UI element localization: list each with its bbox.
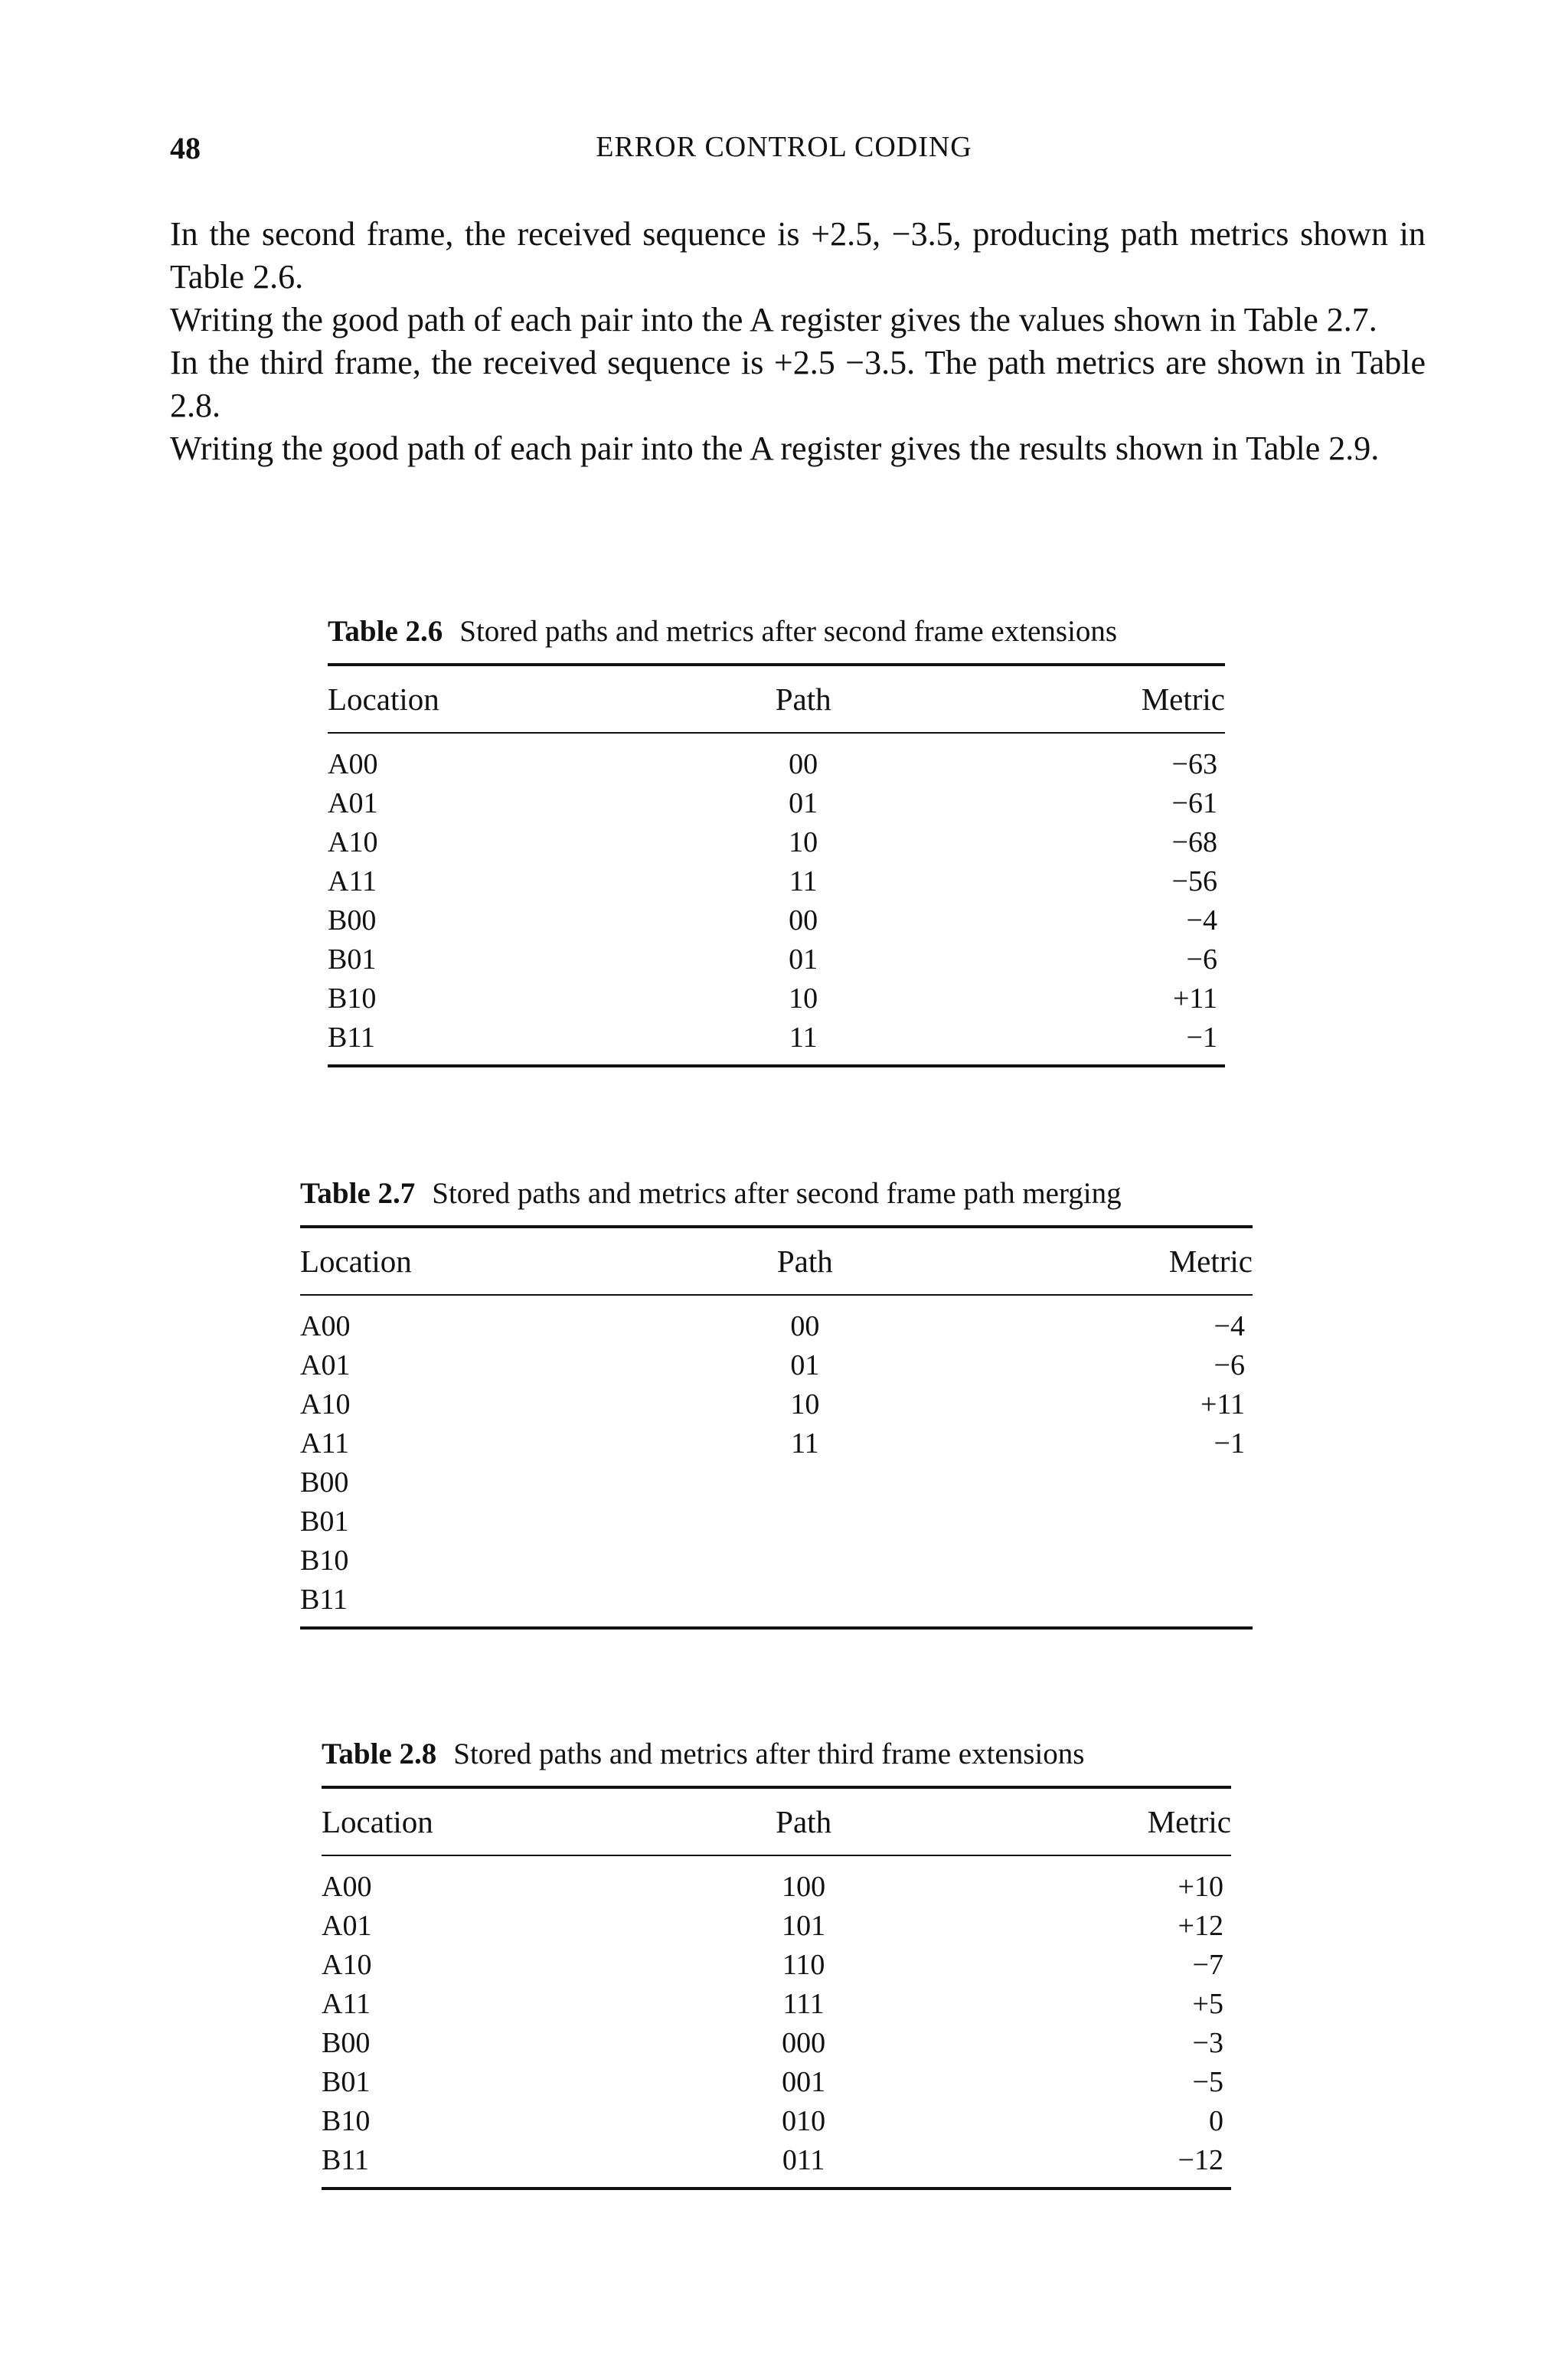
cell-location: B00 xyxy=(328,904,377,937)
cell-location: A10 xyxy=(322,1948,372,1981)
table-body xyxy=(322,1856,1231,2187)
cell-metric: −4 xyxy=(1214,1309,1245,1342)
table-body xyxy=(300,1296,1253,1626)
cell-metric: −5 xyxy=(1192,2065,1223,2098)
cell-metric: −12 xyxy=(1178,2143,1223,2176)
cell-path: 110 xyxy=(782,1948,825,1981)
cell-path: 11 xyxy=(791,1427,819,1460)
cell-path: 01 xyxy=(789,943,818,976)
cell-path: 10 xyxy=(790,1388,820,1420)
cell-location: A10 xyxy=(328,825,378,858)
cell-path: 10 xyxy=(789,825,818,858)
table-row xyxy=(300,1541,1253,1580)
cell-path: 11 xyxy=(789,1021,818,1054)
page-number: 48 xyxy=(170,131,201,165)
cell-path: 10 xyxy=(789,982,818,1015)
cell-location: A00 xyxy=(322,1870,372,1903)
table-row xyxy=(328,901,1225,940)
cell-metric: +11 xyxy=(1200,1388,1245,1420)
column-header-metric: Metric xyxy=(1141,682,1225,717)
table-row xyxy=(328,744,1225,783)
cell-metric: −6 xyxy=(1186,943,1217,976)
cell-location: A00 xyxy=(328,747,378,780)
cell-metric: −3 xyxy=(1192,2026,1223,2059)
cell-path: 00 xyxy=(789,904,818,937)
cell-location: B01 xyxy=(322,2065,371,2098)
table-row xyxy=(300,1306,1253,1345)
paragraph: In the third frame, the received sequence is +2.5 −3.5. The path metrics are shown in Table 2.8. xyxy=(170,344,1426,424)
table-rule xyxy=(322,2187,1231,2190)
cell-location: B01 xyxy=(328,943,377,976)
table-row xyxy=(322,1984,1231,2023)
cell-location: B00 xyxy=(300,1466,349,1499)
cell-path: 01 xyxy=(790,1348,820,1381)
paragraph: In the second frame, the received sequence is +2.5, −3.5, producing path metrics shown in Table 2.6. xyxy=(170,215,1426,296)
table-caption xyxy=(300,1175,1253,1213)
table-row xyxy=(322,2023,1231,2062)
page-header xyxy=(170,130,1398,176)
cell-path: 111 xyxy=(782,1987,825,2020)
cell-metric: 0 xyxy=(1208,2104,1223,2137)
table-rule xyxy=(300,1626,1253,1630)
table-label: Table 2.6 xyxy=(328,615,443,648)
table-row xyxy=(300,1502,1253,1541)
cell-metric: +5 xyxy=(1192,1987,1223,2020)
table-2-7 xyxy=(300,1175,1253,1630)
table-row xyxy=(322,2101,1231,2140)
table-row xyxy=(300,1345,1253,1384)
cell-path: 000 xyxy=(782,2026,826,2059)
cell-metric: +10 xyxy=(1178,1870,1223,1903)
table-caption-text: Stored paths and metrics after second frame path merging xyxy=(432,1177,1122,1210)
table-caption xyxy=(328,613,1225,651)
cell-location: B11 xyxy=(322,2143,369,2176)
cell-location: B00 xyxy=(322,2026,371,2059)
column-header-path: Path xyxy=(775,682,831,717)
cell-location: B10 xyxy=(322,2104,371,2137)
cell-location: A01 xyxy=(328,786,378,819)
cell-path: 010 xyxy=(782,2104,826,2137)
cell-metric: −4 xyxy=(1186,904,1217,937)
column-header-metric: Metric xyxy=(1168,1244,1253,1279)
table-2-8 xyxy=(322,1735,1231,2190)
cell-metric: −1 xyxy=(1214,1427,1245,1460)
cell-location: B10 xyxy=(300,1544,349,1577)
table-caption-text: Stored paths and metrics after second frame extensions xyxy=(459,615,1118,648)
body-text xyxy=(170,213,1426,470)
table-caption-text: Stored paths and metrics after third frame extensions xyxy=(453,1737,1085,1770)
column-header-location: Location xyxy=(322,1804,433,1839)
column-header-location: Location xyxy=(328,682,439,717)
cell-path: 001 xyxy=(782,2065,826,2098)
table-row xyxy=(300,1424,1253,1463)
cell-location: B11 xyxy=(300,1583,348,1616)
table-body xyxy=(328,734,1225,1064)
column-header-location: Location xyxy=(300,1244,412,1279)
cell-metric: −63 xyxy=(1171,747,1217,780)
table-row xyxy=(328,783,1225,822)
cell-path: 100 xyxy=(782,1870,826,1903)
cell-location: A11 xyxy=(322,1987,371,2020)
cell-location: A01 xyxy=(322,1909,372,1942)
cell-path: 11 xyxy=(789,865,818,897)
cell-location: A11 xyxy=(328,865,377,897)
cell-location: B01 xyxy=(300,1505,349,1538)
table-row xyxy=(328,822,1225,861)
cell-location: A00 xyxy=(300,1309,351,1342)
table-header-row xyxy=(300,1228,1253,1294)
table-rule xyxy=(328,1064,1225,1067)
cell-path: 011 xyxy=(782,2143,825,2176)
table-2-6 xyxy=(328,613,1225,1067)
table-row xyxy=(328,1018,1225,1057)
cell-metric: +11 xyxy=(1172,982,1217,1015)
table-row xyxy=(322,1867,1231,1906)
cell-metric: −6 xyxy=(1214,1348,1245,1381)
table-header-row xyxy=(328,666,1225,732)
table-row xyxy=(300,1580,1253,1619)
cell-location: A01 xyxy=(300,1348,351,1381)
running-title: ERROR CONTROL CODING xyxy=(596,131,972,163)
table-row xyxy=(322,2062,1231,2101)
cell-location: A11 xyxy=(300,1427,350,1460)
cell-metric: −68 xyxy=(1171,825,1217,858)
cell-metric: −1 xyxy=(1186,1021,1217,1054)
table-label: Table 2.7 xyxy=(300,1177,416,1210)
table-row xyxy=(328,861,1225,901)
cell-metric: −7 xyxy=(1192,1948,1223,1981)
paragraph: Writing the good path of each pair into the A register gives the results shown in Table 2.9. xyxy=(170,430,1380,467)
table-caption xyxy=(322,1735,1231,1773)
table-label: Table 2.8 xyxy=(322,1737,437,1770)
cell-metric: −61 xyxy=(1171,786,1217,819)
cell-location: B11 xyxy=(328,1021,375,1054)
cell-location: A10 xyxy=(300,1388,351,1420)
column-header-path: Path xyxy=(776,1804,832,1839)
cell-path: 101 xyxy=(782,1909,826,1942)
table-row xyxy=(328,979,1225,1018)
table-row xyxy=(322,1945,1231,1984)
column-header-metric: Metric xyxy=(1147,1804,1231,1839)
table-row xyxy=(300,1463,1253,1502)
cell-location: B10 xyxy=(328,982,377,1015)
table-row xyxy=(322,2140,1231,2179)
column-header-path: Path xyxy=(776,1244,833,1279)
cell-path: 01 xyxy=(789,786,818,819)
table-row xyxy=(328,940,1225,979)
cell-metric: −56 xyxy=(1171,865,1217,897)
table-header-row xyxy=(322,1789,1231,1855)
cell-path: 00 xyxy=(789,747,818,780)
table-row xyxy=(300,1384,1253,1424)
cell-path: 00 xyxy=(790,1309,820,1342)
cell-metric: +12 xyxy=(1178,1909,1223,1942)
table-row xyxy=(322,1906,1231,1945)
paragraph: Writing the good path of each pair into the A register gives the values shown in Table 2.7. xyxy=(170,301,1377,338)
